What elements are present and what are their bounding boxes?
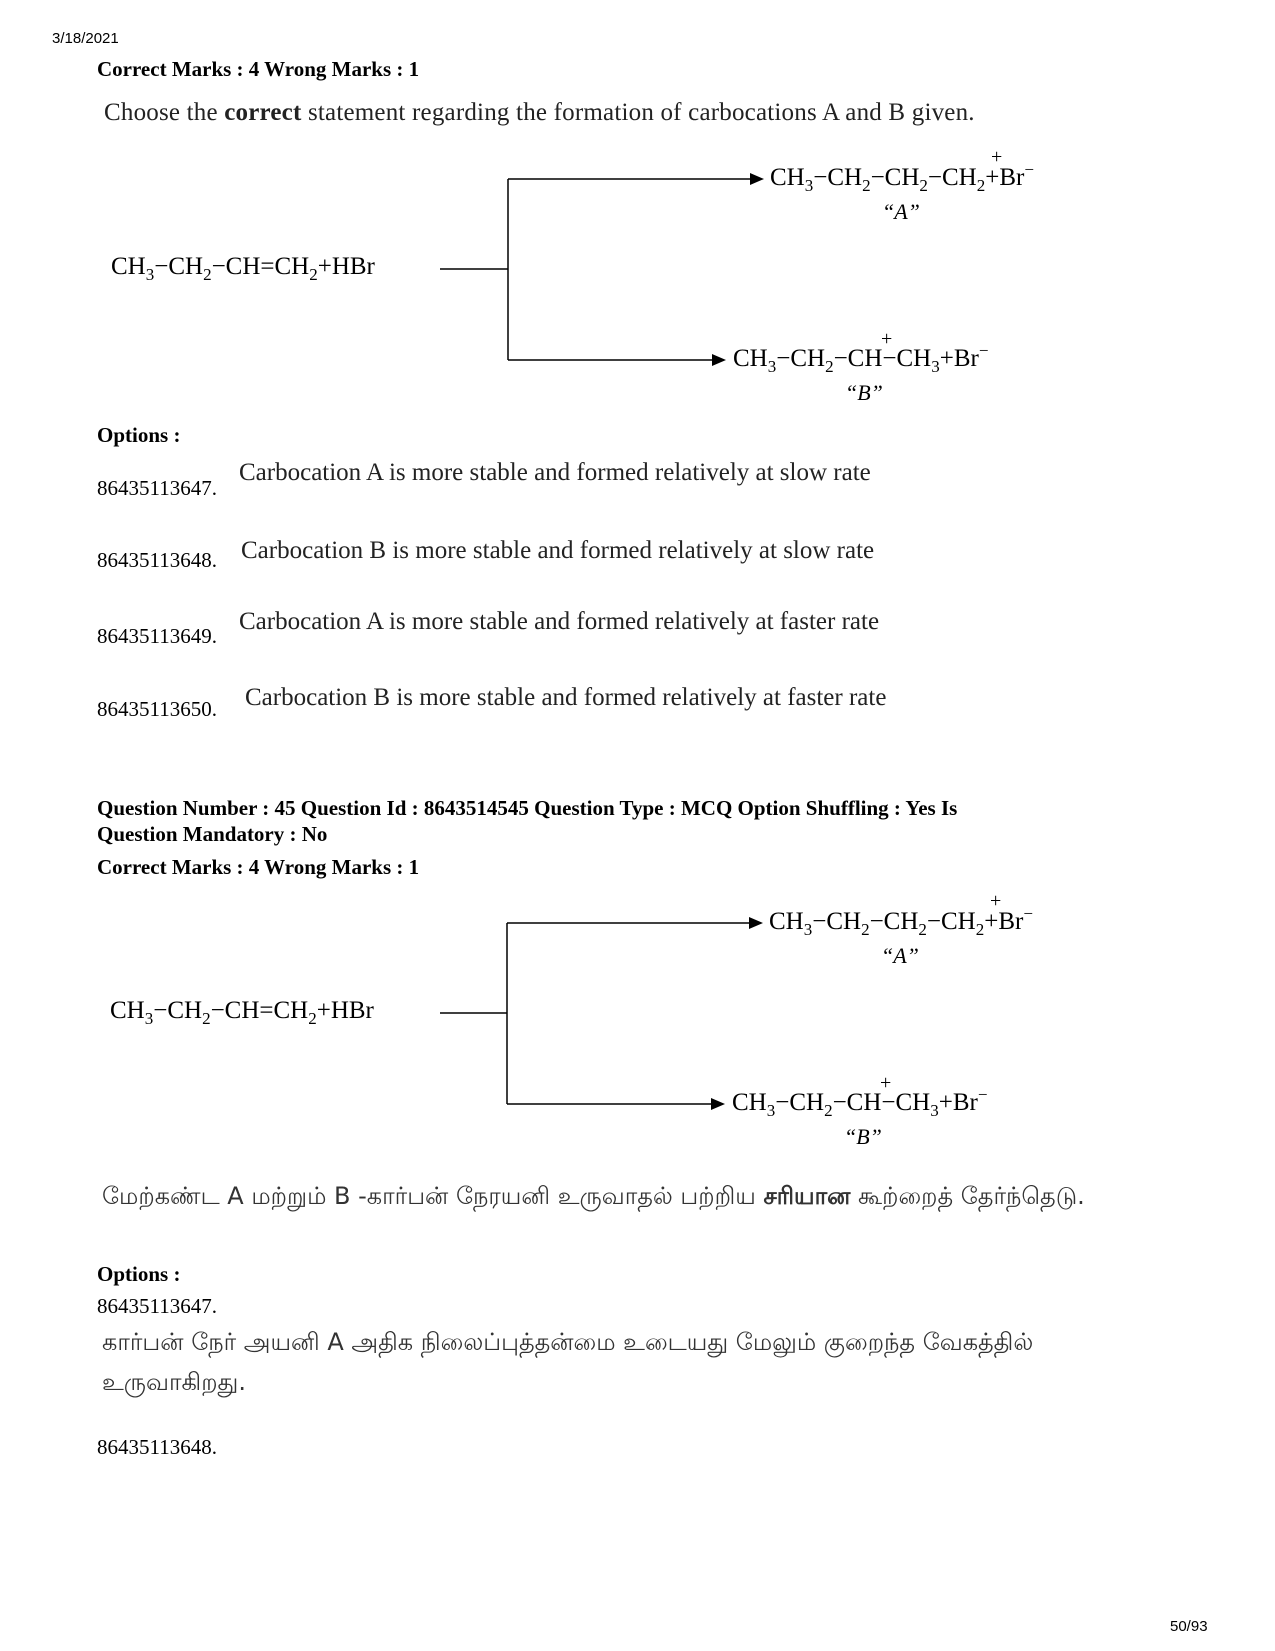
cation-charge-a-2: + (990, 890, 1002, 912)
option-id: 86435113648. (97, 1435, 217, 1459)
option-text: Carbocation B is more stable and formed relatively at faster rate (245, 684, 887, 711)
q45-header-line2: Question Mandatory : No (97, 822, 328, 846)
q44-marks: Correct Marks : 4 Wrong Marks : 1 (97, 57, 420, 81)
label-a-2: “A” (881, 943, 919, 968)
cation-charge-b-2: + (880, 1072, 892, 1094)
label-b-1: “B” (845, 380, 883, 405)
option-text: கார்பன் நேர் அயனி A அதிக நிலைப்புத்தன்மை உடையது மேலும் குறைந்த வேகத்தில் உருவாகிறது. (102, 1328, 1034, 1396)
product-a-1: $CH_3-CH_2-CH_2-CH_2+Br^-$ (770, 160, 1034, 195)
option-id: 86435113647. (97, 476, 217, 500)
option-id: 86435113648. (97, 548, 217, 572)
option-id: 86435113647. (97, 1294, 217, 1318)
print-date: 3/18/2021 (52, 30, 119, 47)
q44-options-label: Options : (97, 423, 181, 447)
reactant-2: $CH_3-CH_2-CH=CH_2+HBr$ (110, 997, 374, 1028)
option-text: Carbocation A is more stable and formed relatively at faster rate (239, 608, 880, 635)
q45-marks: Correct Marks : 4 Wrong Marks : 1 (97, 855, 420, 879)
product-b-2: $CH_3-CH_2-CH-CH_3+Br^-$ (732, 1085, 988, 1120)
q45-question-text: மேற்கண்ட A மற்றும் B -கார்பன் நேரயனி உருவாதல் பற்றிய சரியான கூற்றைத் தேர்ந்தெடு. (102, 1182, 1085, 1210)
reactant-1: $CH_3-CH_2-CH=CH_2+HBr$ (111, 253, 375, 284)
page-number: 50/93 (1170, 1618, 1208, 1635)
label-b-2: “B” (844, 1124, 882, 1149)
product-b-1: $CH_3-CH_2-CH-CH_3+Br^-$ (733, 341, 989, 376)
q45-header: Question Number : 45 Question Id : 8643514545 Question Type : MCQ Option Shuffling : Yes Is (97, 796, 958, 820)
option-id: 86435113650. (97, 697, 217, 721)
cation-charge-b-1: + (881, 328, 893, 350)
label-a-1: “A” (882, 199, 920, 224)
q44-question-text: Choose the correct statement regarding the formation of carbocations A and B given. (104, 99, 975, 126)
option-id: 86435113649. (97, 624, 217, 648)
product-a-2: $CH_3-CH_2-CH_2-CH_2+Br^-$ (769, 904, 1033, 939)
option-text: Carbocation A is more stable and formed relatively at slow rate (239, 459, 871, 486)
cation-charge-a-1: + (991, 146, 1003, 168)
option-text: Carbocation B is more stable and formed relatively at slow rate (241, 537, 875, 564)
q45-options-label: Options : (97, 1262, 181, 1286)
